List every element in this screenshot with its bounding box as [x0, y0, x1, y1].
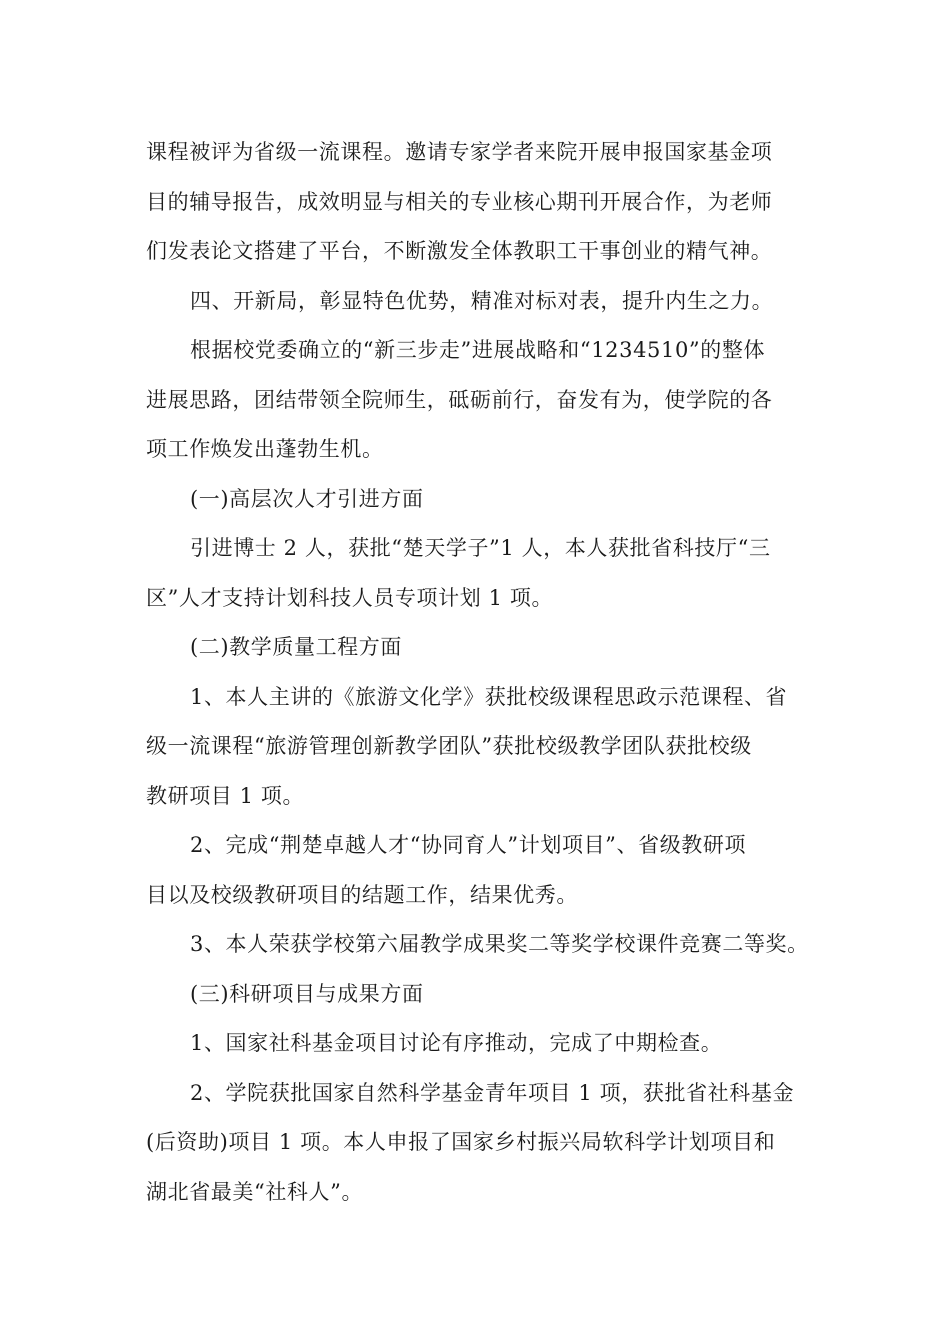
paragraph-research-item-1 [146, 1019, 826, 1069]
paragraph-strategy [146, 326, 826, 475]
text-line: 3、本人荣获学校第六届教学成果奖二等奖学校课件竞赛二等奖。 [190, 932, 809, 956]
text-line: 目以及校级教研项目的结题工作，结果优秀。 [146, 882, 578, 907]
text-line: 引进博士 2 人，获批“楚天学子”1 人，本人获批省科技厅“三 [190, 536, 771, 560]
text-line: 1、国家社科基金项目讨论有序推动，完成了中期检查。 [190, 1031, 723, 1055]
text-line: 们发表论文搭建了平台，不断激发全体教职工干事创业的精气神。 [146, 239, 773, 263]
text-line: 湖北省最美“社科人”。 [146, 1179, 364, 1204]
paragraph-research-item-2 [146, 1069, 826, 1218]
text-line: 课程被评为省级一流课程。邀请专家学者来院开展申报国家基金项 [146, 140, 773, 164]
text-line: (后资助)项目 1 项。本人申报了国家乡村振兴局软科学计划项目和 [146, 1130, 776, 1154]
document-body [146, 128, 826, 1217]
text-line: 1、本人主讲的《旅游文化学》获批校级课程思政示范课程、省 [190, 684, 788, 709]
text-line: 四、开新局，彰显特色优势，精准对标对表，提升内生之力。 [190, 288, 774, 313]
text-line: 进展思路，团结带领全院师生，砥砺前行，奋发有为，使学院的各 [146, 387, 773, 412]
text-line: (二)教学质量工程方面 [190, 635, 402, 659]
text-line: 2、学院获批国家自然科学基金青年项目 1 项，获批省社科基金 [190, 1080, 795, 1105]
text-line: (三)科研项目与成果方面 [190, 981, 424, 1006]
subheading-teaching-quality [146, 623, 826, 673]
subheading-talent-recruitment [146, 475, 826, 525]
paragraph-teaching-item-3 [146, 920, 826, 970]
subheading-research-projects [146, 970, 826, 1020]
paragraph-teaching-item-1 [146, 673, 826, 822]
text-line: 项工作焕发出蓬勃生机。 [146, 437, 384, 461]
paragraph-teaching-item-2 [146, 821, 826, 920]
text-line: 教研项目 1 项。 [146, 783, 305, 808]
text-line: 级一流课程“旅游管理创新教学团队”获批校级教学团队获批校级 [146, 734, 752, 758]
paragraph-course-evaluation [146, 128, 826, 277]
text-line: 目的辅导报告，成效明显与相关的专业核心期刊开展合作，为老师 [146, 189, 773, 214]
text-line: 2、完成“荆楚卓越人才“协同育人”计划项目”、省级教研项 [190, 833, 747, 857]
paragraph-talent-recruitment [146, 524, 826, 623]
text-line: 根据校党委确立的“新三步走”进展战略和“1234510”的整体 [190, 338, 766, 362]
section-heading-new-situation [146, 277, 826, 327]
text-line: (一)高层次人才引进方面 [190, 486, 424, 511]
text-line: 区”人才支持计划科技人员专项计划 1 项。 [146, 585, 554, 610]
